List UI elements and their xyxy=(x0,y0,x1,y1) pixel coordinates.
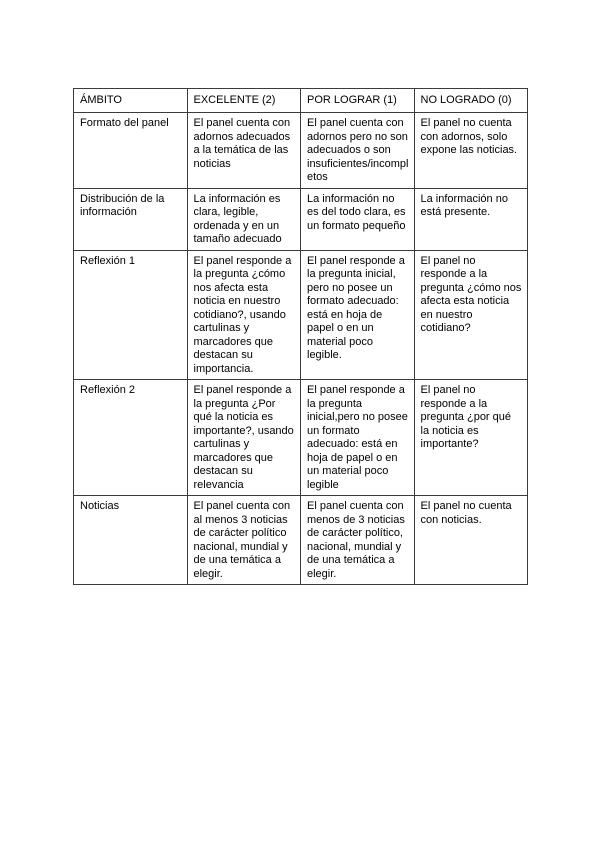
cell-formato-por-lograr: El panel cuenta con adornos pero no son adecuados o son insuficientes/incompletos xyxy=(301,113,415,189)
cell-reflexion1-no-logrado: El panel no responde a la pregunta ¿cómo nos afecta esta noticia en nuestro cotidiano? xyxy=(414,250,528,380)
cell-reflexion1-excelente: El panel responde a la pregunta ¿cómo nos afecta esta noticia en nuestro cotidiano?, usando cartulinas y marcadores que destacan su importancia. xyxy=(187,250,301,380)
header-cell-excelente: EXCELENTE (2) xyxy=(187,89,301,113)
table-row-distribucion-informacion xyxy=(74,188,528,250)
table-row-reflexion-2 xyxy=(74,380,528,496)
cell-noticias-por-lograr: El panel cuenta con menos de 3 noticias de carácter político, nacional, mundial y de una temática a elegir. xyxy=(301,496,415,585)
row-label-reflexion-2: Reflexión 2 xyxy=(74,380,188,496)
cell-noticias-excelente: El panel cuenta con al menos 3 noticias de carácter político nacional, mundial y de una temática a elegir. xyxy=(187,496,301,585)
cell-reflexion2-por-lograr: El panel responde a la pregunta inicial,pero no posee un formato adecuado: está en hoja de papel o en un material poco legible xyxy=(301,380,415,496)
header-cell-por-lograr: POR LOGRAR (1) xyxy=(301,89,415,113)
header-row xyxy=(74,89,528,113)
row-label-distribucion-informacion: Distribución de la información xyxy=(74,188,188,250)
cell-reflexion2-no-logrado: El panel no responde a la pregunta ¿por qué la noticia es importante? xyxy=(414,380,528,496)
table-row-formato-del-panel xyxy=(74,113,528,189)
cell-distribucion-por-lograr: La información no es del todo clara, es un formato pequeño xyxy=(301,188,415,250)
table-row-noticias xyxy=(74,496,528,585)
cell-noticias-no-logrado: El panel no cuenta con noticias. xyxy=(414,496,528,585)
header-cell-no-logrado: NO LOGRADO (0) xyxy=(414,89,528,113)
cell-reflexion1-por-lograr: El panel responde a la pregunta inicial, pero no posee un formato adecuado: está en hoja de papel o en un material poco legible. xyxy=(301,250,415,380)
cell-formato-no-logrado: El panel no cuenta con adornos, solo expone las noticias. xyxy=(414,113,528,189)
cell-distribucion-no-logrado: La información no está presente. xyxy=(414,188,528,250)
table-row-reflexion-1 xyxy=(74,250,528,380)
row-label-noticias: Noticias xyxy=(74,496,188,585)
row-label-formato-del-panel: Formato del panel xyxy=(74,113,188,189)
rubric-table xyxy=(73,88,528,585)
header-cell-ambito: ÁMBITO xyxy=(74,89,188,113)
cell-reflexion2-excelente: El panel responde a la pregunta ¿Por qué la noticia es importante?, usando cartulinas y marcadores que destacan su relevancia xyxy=(187,380,301,496)
cell-formato-excelente: El panel cuenta con adornos adecuados a la temática de las noticias xyxy=(187,113,301,189)
row-label-reflexion-1: Reflexión 1 xyxy=(74,250,188,380)
cell-distribucion-excelente: La información es clara, legible, ordenada y en un tamaño adecuado xyxy=(187,188,301,250)
